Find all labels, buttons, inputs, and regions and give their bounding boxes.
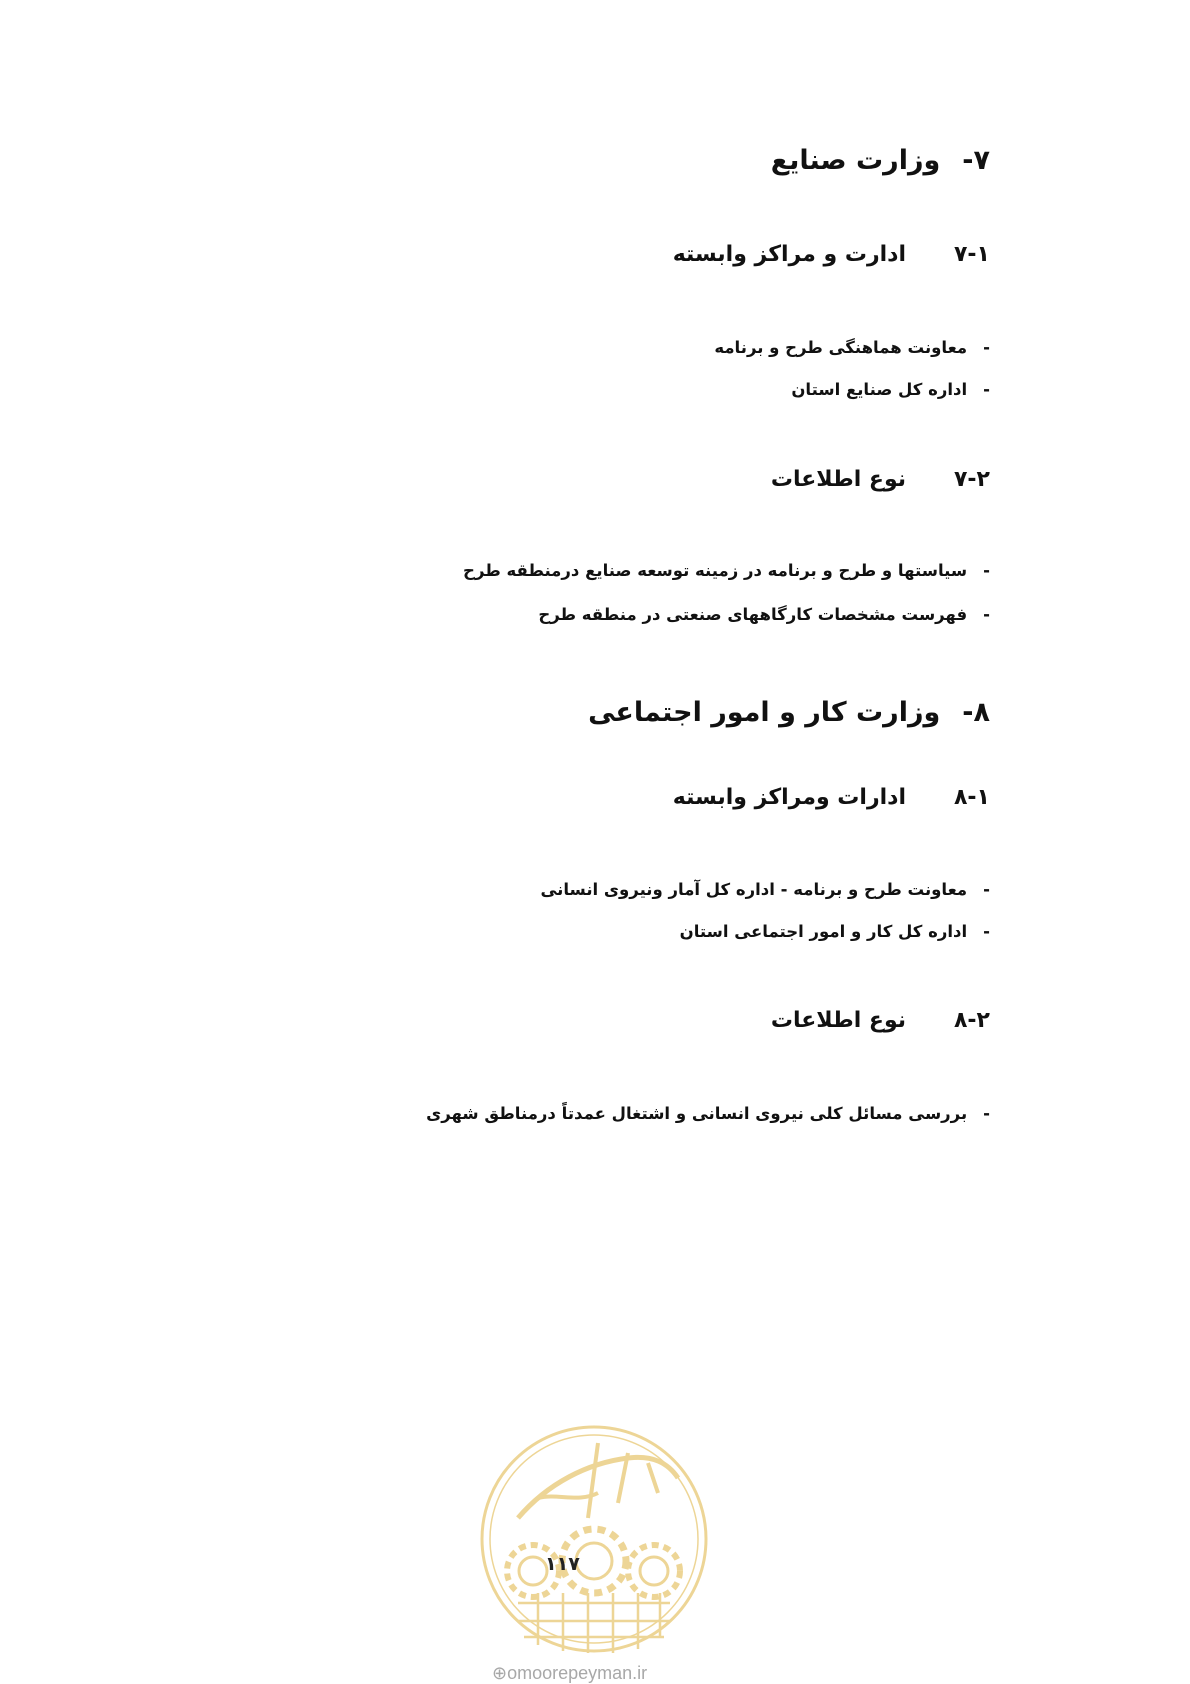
website-watermark bbox=[492, 1663, 647, 1684]
section-number: ۷- bbox=[962, 145, 990, 176]
subsection-heading-7-1 bbox=[673, 242, 990, 267]
list-item-text: بررسی مسائل کلی نیروی انسانی و اشتغال عمدتاً درمناطق شهری bbox=[426, 1104, 968, 1123]
subsection-title: ادارت و مراکز وابسته bbox=[672, 242, 906, 267]
bullet-dash: - bbox=[983, 922, 990, 941]
list-item-text: سیاستها و طرح و برنامه در زمینه توسعه صنایع درمنطقه طرح bbox=[463, 561, 968, 580]
list-item-text: اداره کل صنایع استان bbox=[791, 380, 968, 399]
list-item bbox=[714, 338, 990, 357]
section-title: وزارت کار و امور اجتماعی bbox=[588, 697, 941, 728]
bullet-dash: - bbox=[983, 605, 990, 624]
subsection-title: نوع اطلاعات bbox=[770, 1008, 906, 1033]
website-text: omoorepeyman.ir bbox=[507, 1663, 648, 1683]
bullet-dash: - bbox=[983, 561, 990, 580]
list-item bbox=[538, 605, 990, 624]
list-item bbox=[540, 880, 990, 899]
subsection-number: ۸-۱ bbox=[954, 785, 990, 810]
subsection-number: ۸-۲ bbox=[954, 1008, 990, 1033]
subsection-title: ادارات ومراکز وابسته bbox=[672, 785, 906, 810]
subsection-number: ۷-۱ bbox=[954, 242, 990, 267]
list-item bbox=[463, 561, 990, 580]
bullet-dash: - bbox=[983, 880, 990, 899]
list-item-text: معاونت هماهنگی طرح و برنامه bbox=[714, 338, 968, 357]
subsection-number: ۷-۲ bbox=[954, 467, 990, 492]
section-heading-7 bbox=[771, 145, 990, 176]
bullet-dash: - bbox=[983, 380, 990, 399]
list-item bbox=[680, 922, 990, 941]
bullet-dash: - bbox=[983, 338, 990, 357]
subsection-heading-8-2 bbox=[771, 1008, 990, 1033]
list-item-text: فهرست مشخصات کارگاههای صنعتی در منطقه طرح bbox=[538, 605, 968, 624]
bullet-dash: - bbox=[983, 1104, 990, 1123]
subsection-title: نوع اطلاعات bbox=[770, 467, 906, 492]
section-number: ۸- bbox=[962, 697, 990, 728]
section-heading-8 bbox=[588, 697, 990, 728]
list-item bbox=[426, 1104, 990, 1123]
globe-icon: ⊕ bbox=[492, 1663, 508, 1683]
list-item bbox=[791, 380, 990, 399]
subsection-heading-8-1 bbox=[673, 785, 990, 810]
omoorepeyman-logo-watermark bbox=[478, 1423, 710, 1655]
section-title: وزارت صنایع bbox=[770, 145, 941, 176]
page-number: ۱۱۷ bbox=[545, 1553, 580, 1575]
subsection-heading-7-2 bbox=[771, 467, 990, 492]
list-item-text: اداره کل کار و امور اجتماعی استان bbox=[679, 922, 968, 941]
list-item-text: معاونت طرح و برنامه - اداره کل آمار ونیروی انسانی bbox=[540, 880, 968, 899]
